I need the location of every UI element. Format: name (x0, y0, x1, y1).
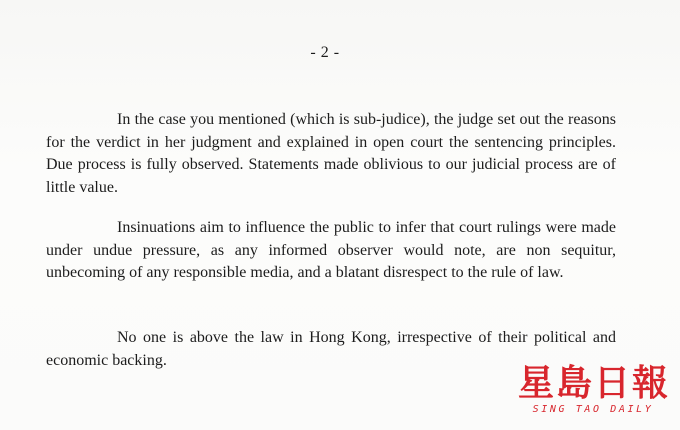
paragraph-1: In the case you mentioned (which is sub-judice), the judge set out the reasons for the verdict in her judgment and explained in open court the sentencing principles. Due process is fully observed. Statements made oblivious to our judicial process are of little value. (46, 111, 616, 196)
watermark-subtitle: SING TAO DAILY (532, 404, 654, 415)
paragraph-2: Insinuations aim to influence the public to infer that court rulings were made under undue pressure, as any informed observer would note, are non sequitur, unbecoming of any responsible media, and a blatant disrespect to the rule of law. (46, 219, 616, 281)
watermark-chinese-title (518, 364, 668, 404)
watermark-char-4: 報 (631, 363, 668, 404)
paragraph-3: No one is above the law in Hong Kong, irrespective of their political and economic backing. (46, 329, 616, 369)
watermark-char-3: 日 (593, 363, 630, 404)
page-number: - 2 - (310, 44, 340, 61)
watermark-char-2: 島 (555, 363, 592, 404)
watermark-char-1: 星 (518, 363, 555, 404)
sing-tao-daily-watermark-logo (518, 364, 668, 420)
